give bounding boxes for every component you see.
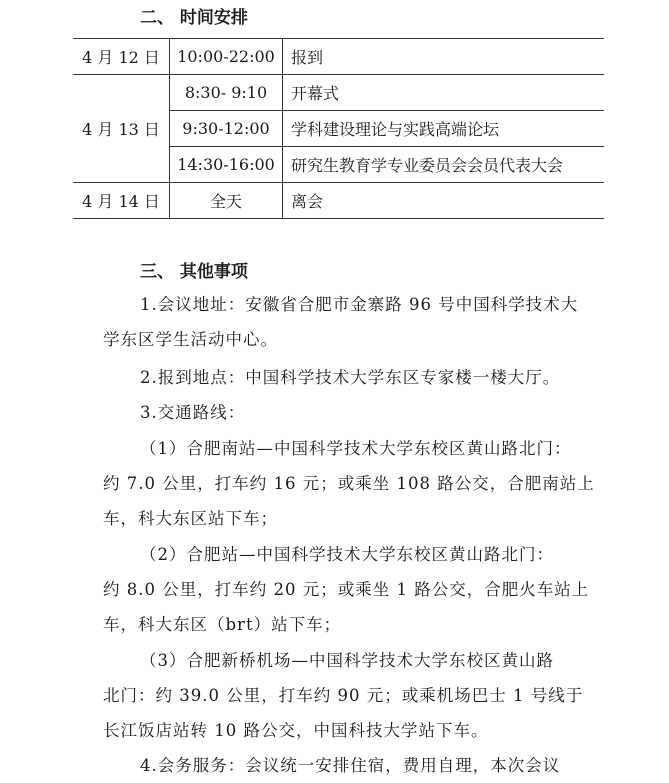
event-cell: 学科建设理论与实践高端论坛	[283, 111, 605, 147]
date-cell: 4 月 12 日	[73, 39, 170, 75]
route-line: 长江饭店站转 10 路公交，中国科技大学站下车。	[103, 721, 489, 740]
section-heading-schedule: 二、 时间安排	[140, 8, 248, 28]
schedule-table	[73, 38, 604, 219]
time-cell: 10:00-22:00	[170, 39, 283, 75]
service-line: 4.会务服务：会议统一安排住宿，费用自理，本次会议	[140, 756, 561, 775]
date-cell: 4 月 14 日	[73, 183, 170, 219]
event-cell: 开幕式	[283, 75, 605, 111]
route-line: 北门：约 39.0 公里，打车约 90 元；或乘机场巴士 1 号线于	[103, 686, 584, 705]
time-cell: 全天	[170, 183, 283, 219]
address-line: 学东区学生活动中心。	[103, 330, 278, 349]
date-cell: 4 月 13 日	[73, 75, 170, 183]
route-line: （2）合肥站—中国科学技术大学东校区黄山路北门：	[140, 545, 554, 564]
address-line: 1.会议地址：安徽省合肥市金寨路 96 号中国科学技术大	[140, 295, 579, 314]
event-cell: 报到	[283, 39, 605, 75]
event-cell: 离会	[283, 183, 605, 219]
table-row	[73, 39, 604, 75]
time-cell: 9:30-12:00	[170, 111, 283, 147]
table-row	[73, 75, 604, 111]
section-heading-other: 三、 其他事项	[140, 262, 248, 282]
route-line: 车，科大东区站下车；	[103, 509, 278, 528]
event-cell: 研究生教育学专业委员会会员代表大会	[283, 147, 605, 183]
route-line: 车，科大东区（brt）站下车；	[103, 615, 342, 634]
route-line: 约 8.0 公里，打车约 20 元；或乘坐 1 路公交，合肥火车站上	[103, 580, 590, 599]
table-row	[73, 183, 604, 219]
transport-title: 3.交通路线：	[140, 403, 246, 422]
checkin-line: 2.报到地点：中国科学技术大学东区专家楼一楼大厅。	[140, 368, 561, 387]
route-line: （1）合肥南站—中国科学技术大学东校区黄山路北门：	[140, 439, 572, 458]
time-cell: 14:30-16:00	[170, 147, 283, 183]
route-line: （3）合肥新桥机场—中国科学技术大学东校区黄山路	[140, 651, 554, 670]
route-line: 约 7.0 公里，打车约 16 元；或乘坐 108 路公交，合肥南站上	[103, 474, 595, 493]
time-cell: 8:30- 9:10	[170, 75, 283, 111]
